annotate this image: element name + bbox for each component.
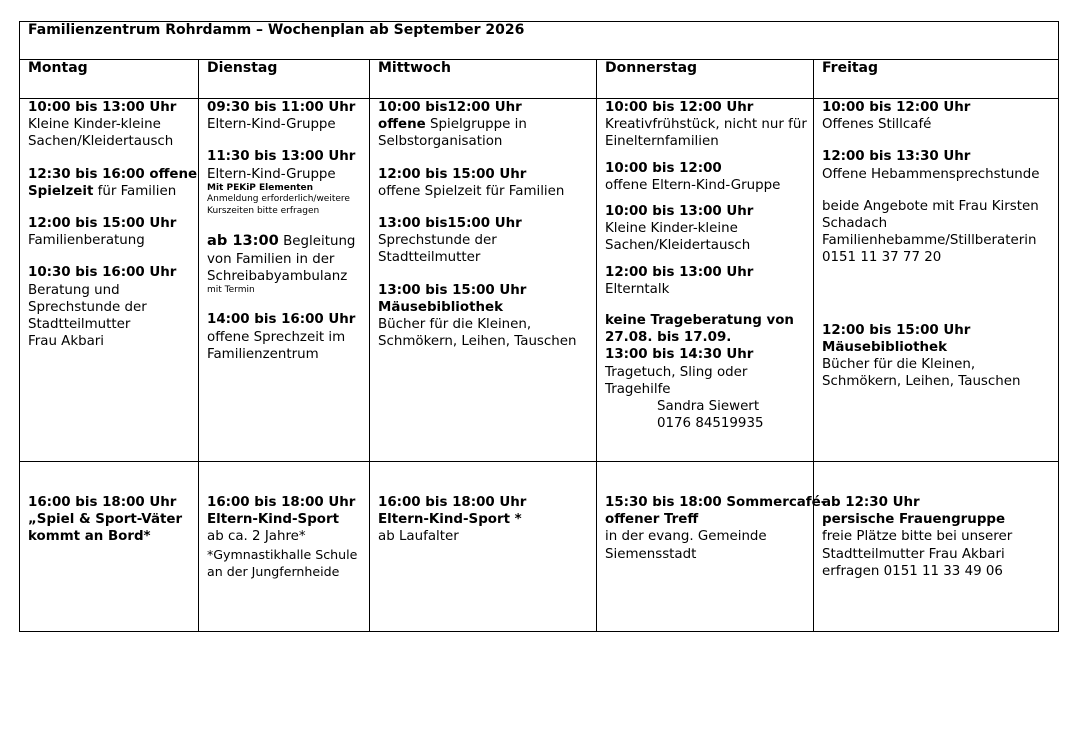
entry-title: persische Frauengruppe: [822, 512, 1006, 528]
schedule-entry: [207, 148, 361, 217]
entry-text: Tragetuch, Sling oder: [605, 364, 748, 380]
entry-text: [28, 183, 190, 200]
entry-time: 10:00 bis 13:00 Uhr: [605, 204, 754, 220]
entry-time: 10:00 bis 13:00 Uhr: [28, 100, 177, 115]
entry-time: 09:30 bis 11:00 Uhr: [207, 100, 356, 115]
entry-note: Anmeldung erforderlich/weitere: [207, 194, 350, 205]
schedule-entry: [605, 203, 805, 255]
entry-text: erfragen 0151 11 33 49 06: [822, 563, 1003, 579]
entry-time: 12:00 bis 15:00 Uhr: [28, 216, 177, 232]
schedule-entry: [378, 99, 588, 151]
entry-title: „Spiel & Sport-Väter: [28, 512, 183, 528]
cell-mittwoch-day: [370, 99, 597, 462]
entry-text: *Gymnastikhalle Schule: [207, 546, 358, 562]
entry-title: Mäusebibliothek: [378, 299, 504, 315]
entry-time: ab 12:30 Uhr: [822, 495, 920, 510]
cell-montag-day: [20, 99, 199, 462]
cell-donnerstag-evening: [597, 462, 827, 632]
entry-text: Offenes Stillcafé: [822, 117, 932, 133]
entry-text: Schmökern, Leihen, Tauschen: [378, 334, 577, 350]
entry-title: Eltern-Kind-Sport: [207, 512, 339, 528]
schedule-entry: [822, 198, 1050, 267]
entry-time: 12:00 bis 13:30 Uhr: [822, 149, 971, 165]
cell-dienstag-evening: [199, 462, 370, 632]
entry-text: freie Plätze bitte bei unserer: [822, 529, 1013, 545]
entry-text: [378, 116, 588, 133]
schedule-title: Familienzentrum Rohrdamm – Wochenplan ab September 2026: [20, 22, 1059, 60]
day-header-mittwoch: Mittwoch: [370, 60, 597, 99]
entry-time: 10:00 bis 12:00 Uhr: [822, 100, 971, 115]
entry-note: mit Termin: [207, 284, 255, 295]
cell-freitag-day: [814, 99, 1059, 462]
entry-contact-name: Sandra Siewert: [657, 399, 760, 415]
cell-freitag-evening: [814, 462, 1059, 632]
entry-text: Stadtteilmutter: [378, 250, 481, 266]
entry-title: Mäusebibliothek: [822, 339, 948, 355]
cell-donnerstag-day: [597, 99, 814, 462]
entry-text: Tragehilfe: [605, 381, 671, 397]
entry-highlight: offene: [378, 117, 426, 133]
entry-time: 10:00 bis12:00 Uhr: [378, 100, 522, 115]
entry-time: 12:30 bis 16:00 offene: [28, 166, 198, 182]
entry-contact-phone: 0176 84519935: [657, 416, 764, 432]
entry-text: an der Jungfernheide: [207, 563, 340, 579]
cell-montag-evening: [20, 462, 199, 632]
schedule-entry: [822, 148, 1050, 182]
weekly-schedule-table: [19, 21, 1059, 632]
entry-time: 14:00 bis 16:00 Uhr: [207, 312, 356, 328]
entry-text: Familienhebamme/Stillberaterin: [822, 233, 1037, 249]
entry-time: 16:00 bis 18:00 Uhr: [28, 495, 177, 510]
schedule-entry: [605, 160, 805, 194]
entry-text: 0151 11 37 77 20: [822, 250, 942, 266]
entry-text: Schmökern, Leihen, Tauschen: [822, 374, 1021, 390]
entry-note: Mit PEKiP Elementen: [207, 182, 314, 193]
entry-text: beide Angebote mit Frau Kirsten: [822, 198, 1039, 214]
entry-title: offener Treff: [605, 512, 699, 528]
entry-time: ab 13:00: [207, 232, 279, 250]
day-header-montag: Montag: [20, 60, 199, 99]
entry-text: Bücher für die Kleinen,: [378, 317, 532, 333]
entry-notice: 27.08. bis 17.09.: [605, 330, 732, 346]
entry-text: von Familien in der: [207, 251, 335, 267]
schedule-entry: [207, 99, 361, 133]
entry-text-rest: für Familien: [93, 183, 177, 199]
entry-text: Sachen/Kleidertausch: [28, 134, 174, 150]
schedule-entry: [822, 322, 1050, 391]
schedule-entry: [28, 215, 190, 249]
entry-text-rest: Begleitung: [278, 234, 356, 250]
entry-text: Selbstorganisation: [378, 134, 503, 150]
entry-text: Familienberatung: [28, 233, 145, 249]
entry-text: Sachen/Kleidertausch: [605, 238, 751, 254]
entry-text: Schadach: [822, 216, 888, 232]
entry-time: 13:00 bis15:00 Uhr: [378, 216, 522, 232]
entry-time: 16:00 bis 18:00 Uhr: [207, 495, 356, 510]
entry-time: 10:00 bis 12:00 Uhr: [605, 100, 754, 115]
entry-note: Kurszeiten bitte erfragen: [207, 205, 320, 216]
entry-text: Schreibabyambulanz: [207, 268, 348, 284]
entry-text: in der evang. Gemeinde: [605, 529, 767, 545]
day-header-freitag: Freitag: [814, 60, 1059, 99]
entry-text: Sprechstunde der: [28, 299, 147, 315]
entry-text: Familienzentrum: [207, 346, 319, 362]
entry-time: 13:00 bis 15:00 Uhr: [378, 282, 527, 298]
day-header-donnerstag: Donnerstag: [597, 60, 814, 99]
entry-text: ab Laufalter: [378, 529, 459, 545]
entry-text-rest: Spielgruppe in: [425, 117, 527, 133]
entry-text: Kreativfrühstück, nicht nur für: [605, 117, 807, 133]
entry-text: Sprechstunde der: [378, 233, 497, 249]
entry-time: 10:00 bis 12:00: [605, 160, 722, 176]
entry-notice: keine Trageberatung von: [605, 313, 794, 329]
entry-title: kommt an Bord*: [28, 529, 151, 545]
schedule-entry: [605, 312, 805, 432]
schedule-entry: [28, 99, 190, 151]
entry-text: offene Spielzeit für Familien: [378, 183, 565, 199]
entry-text: Kleine Kinder-kleine: [605, 221, 738, 237]
schedule-entry: [605, 264, 805, 298]
entry-text: Offene Hebammensprechstunde: [822, 166, 1040, 182]
entry-text: [207, 232, 361, 250]
entry-text: Beratung und: [28, 282, 120, 298]
schedule-entry: [605, 99, 805, 151]
entry-time: 12:00 bis 13:00 Uhr: [605, 264, 754, 280]
entry-time: 11:30 bis 13:00 Uhr: [207, 149, 356, 165]
entry-title: Eltern-Kind-Sport *: [378, 512, 522, 528]
entry-time: 12:00 bis 15:00 Uhr: [822, 322, 971, 338]
schedule-entry: [28, 264, 190, 350]
entry-time: 10:30 bis 16:00 Uhr: [28, 265, 177, 281]
entry-text: Bücher für die Kleinen,: [822, 357, 976, 373]
schedule-entry: [378, 215, 588, 267]
schedule-entry: [822, 99, 1050, 133]
day-header-dienstag: Dienstag: [199, 60, 370, 99]
entry-text: ab ca. 2 Jahre*: [207, 529, 306, 545]
entry-text: Einelternfamilien: [605, 134, 719, 150]
schedule-entry: [378, 282, 588, 351]
entry-text: offene Sprechzeit im: [207, 329, 346, 345]
entry-text: Frau Akbari: [28, 334, 105, 350]
title-row: [20, 22, 1059, 60]
cell-mittwoch-evening: [370, 462, 597, 632]
schedule-entry: [378, 166, 588, 200]
entry-text: Stadtteilmutter Frau Akbari: [822, 546, 1005, 562]
entry-time: 15:30 bis 18:00 Sommercafé-: [605, 495, 827, 510]
entry-text: offene Eltern-Kind-Gruppe: [605, 177, 781, 193]
entry-time: 13:00 bis 14:30 Uhr: [605, 347, 754, 363]
spacer: [822, 282, 1050, 322]
entry-time: 16:00 bis 18:00 Uhr: [378, 495, 527, 510]
entry-text: Eltern-Kind-Gruppe: [207, 166, 336, 182]
schedule-entry: [207, 311, 361, 363]
entry-highlight: Spielzeit: [28, 183, 94, 199]
entry-text: Elterntalk: [605, 281, 670, 297]
day-header-row: [20, 60, 1059, 99]
entry-text: Siemensstadt: [605, 546, 697, 562]
evening-row: [20, 462, 1059, 632]
entry-text: Eltern-Kind-Gruppe: [207, 117, 336, 133]
entry-text: Kleine Kinder-kleine: [28, 117, 161, 133]
schedule-entry: [28, 166, 198, 200]
entry-text: Stadtteilmutter: [28, 317, 131, 333]
schedule-entry: [207, 232, 361, 296]
daytime-row: [20, 99, 1059, 462]
entry-time: 12:00 bis 15:00 Uhr: [378, 166, 527, 182]
cell-dienstag-day: [199, 99, 370, 462]
